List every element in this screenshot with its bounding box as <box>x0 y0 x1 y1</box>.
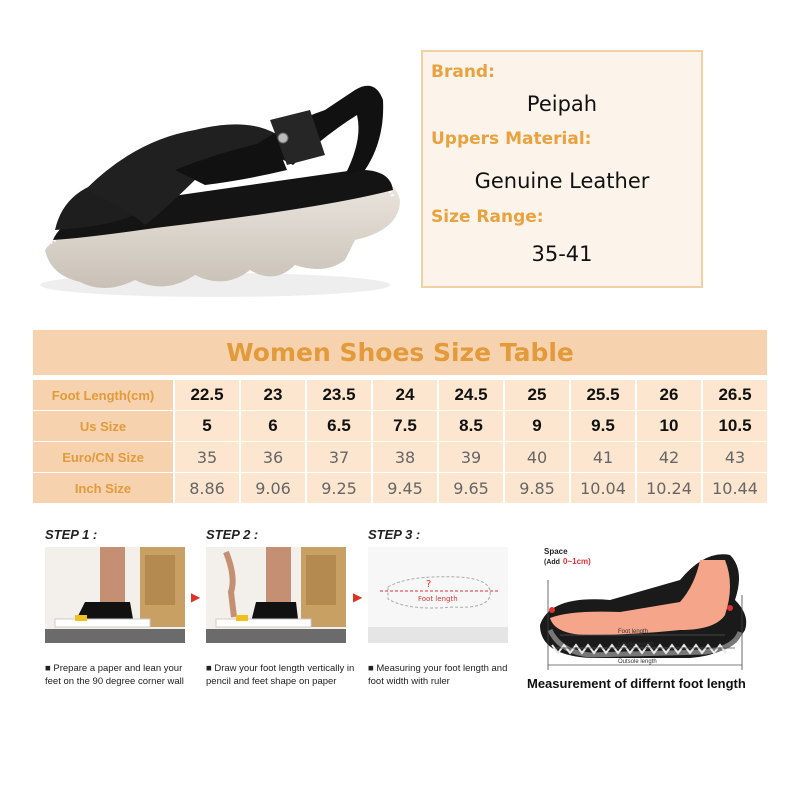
size-table-cell: 10.44 <box>703 473 767 503</box>
size-table-row <box>33 380 767 410</box>
size-table-cell: 6.5 <box>307 411 371 441</box>
size-table-cell: 41 <box>571 442 635 472</box>
size-table-row <box>33 411 767 441</box>
step-text: ■ Draw your foot length vertically in pencil and feet shape on paper <box>206 663 355 687</box>
size-table-cell: 36 <box>241 442 305 472</box>
size-table-cell: 40 <box>505 442 569 472</box>
question-mark: ? <box>426 579 432 590</box>
arrow-right-icon: ▶ <box>353 590 363 604</box>
size-table-cell: 22.5 <box>175 380 239 410</box>
product-spec-card <box>421 50 703 288</box>
material-value: Genuine Leather <box>474 169 650 193</box>
brand-value: Peipah <box>526 92 598 116</box>
size-table-cell: 10 <box>637 411 701 441</box>
material-label: Uppers Material: <box>431 129 592 149</box>
arrow-right-icon: ▶ <box>191 590 201 604</box>
size-table-cell: 42 <box>637 442 701 472</box>
size-table-cell: 39 <box>439 442 503 472</box>
size-table-row <box>33 442 767 472</box>
size-table-cell: 9.25 <box>307 473 371 503</box>
size-table-cell: 37 <box>307 442 371 472</box>
sandal-product-image <box>25 60 415 310</box>
space-label: Space <box>544 547 568 556</box>
step-1 <box>45 527 195 688</box>
size-range-value: 35-41 <box>531 242 593 266</box>
size-table-cell: 25 <box>505 380 569 410</box>
size-table-cell: 24.5 <box>439 380 503 410</box>
add-label: (Add <box>544 559 560 566</box>
step-title: STEP 1 : <box>45 527 98 542</box>
step-2 <box>206 527 356 688</box>
size-table-row-label: Inch Size <box>33 473 173 503</box>
size-table-cell: 9.65 <box>439 473 503 503</box>
size-table-cell: 9.5 <box>571 411 635 441</box>
size-table-row-label: Us Size <box>33 411 173 441</box>
size-table-cell: 38 <box>373 442 437 472</box>
size-table-cell: 43 <box>703 442 767 472</box>
size-table-cell: 25.5 <box>571 380 635 410</box>
size-table-cell: 23.5 <box>307 380 371 410</box>
size-table-cell: 5 <box>175 411 239 441</box>
size-table-cell: 23 <box>241 380 305 410</box>
size-table-cell: 10.5 <box>703 411 767 441</box>
size-table-cell: 9.06 <box>241 473 305 503</box>
brand-label: Brand: <box>431 62 495 82</box>
foot-length-label: Foot length <box>618 629 649 635</box>
size-table <box>33 330 767 504</box>
size-table-row-label: Foot Length(cm) <box>33 380 173 410</box>
step-title: STEP 2 : <box>206 527 259 542</box>
step-3 <box>368 527 518 688</box>
size-table-cell: 9 <box>505 411 569 441</box>
size-table-cell: 35 <box>175 442 239 472</box>
size-table-cell: 24 <box>373 380 437 410</box>
size-table-cell: 26 <box>637 380 701 410</box>
step-text: ■ Measuring your foot length and foot width with ruler <box>368 663 508 687</box>
size-table-cell: 26.5 <box>703 380 767 410</box>
size-range-label: Size Range: <box>431 207 544 227</box>
diagram-caption: Measurement of differnt foot length <box>527 676 746 691</box>
size-table-row <box>33 473 767 503</box>
step-3-photo <box>368 547 508 643</box>
outsole-length-label: Outsole length <box>618 659 657 665</box>
size-table-cell: 8.86 <box>175 473 239 503</box>
step-text: ■ Prepare a paper and lean your feet on the 90 degree corner wall <box>45 663 184 687</box>
foot-length-note: Foot length <box>418 595 458 603</box>
step-title: STEP 3 : <box>368 527 421 542</box>
size-table-cell: 8.5 <box>439 411 503 441</box>
step-1-photo <box>45 547 185 643</box>
size-table-title: Women Shoes Size Table <box>33 330 767 375</box>
size-table-cell: 7.5 <box>373 411 437 441</box>
size-table-cell: 10.04 <box>571 473 635 503</box>
size-table-row-label: Euro/CN Size <box>33 442 173 472</box>
size-table-cell: 10.24 <box>637 473 701 503</box>
size-table-cell: 6 <box>241 411 305 441</box>
size-table-cell: 9.45 <box>373 473 437 503</box>
insole-length-label: Lnsole length <box>618 642 654 648</box>
step-2-photo <box>206 547 346 643</box>
space-value: 0~1cm) <box>563 557 591 566</box>
size-table-cell: 9.85 <box>505 473 569 503</box>
